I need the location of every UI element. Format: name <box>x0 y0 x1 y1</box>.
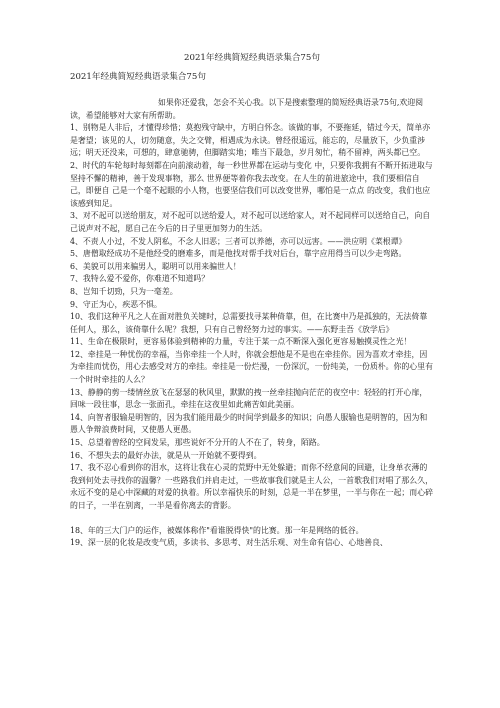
list-item: 14、向智者服输是明智的，因为我们能用最少的时间学到最多的知识；向愚人服输也是明智的，因为和愚人争辩浪费时间，又使愚人更愚。 <box>70 412 428 435</box>
list-item: 17、我不忍心看到你的泪水，这将让我在心灵的荒野中无处躲避；而你不经意间的回避，让身单衣薄的我到何处去寻找你的温馨？一些路我们并肩走过，一些故事我们就是主人公，一首歌我们对唱了那么久，永远不变的是心中深藏的对爱的执着。所以幸福快乐的时刻，总是一半在梦里，一半与你在一起；而心碎的日子，一半在别离，一半是看你离去的背影。 <box>70 463 433 510</box>
list-item: 12、牵挂是一种忧伤的幸福，当你牵挂一个人时，你就会想他是不是也在牵挂你。因为喜欢才牵挂，因为牵挂而忧伤，用心去感受对方的牵挂。牵挂是一份烂漫，一份深沉，一份纯美，一份质朴。你的心里有一个时时牵挂的人么？ <box>70 349 433 385</box>
list-item: 9、守正为心，疾恶不惧。 <box>70 299 162 309</box>
list-item: 10、我们这种平凡之人在面对胜负关键时，总需要找寻某种倚靠，但，在比赛中乃是孤独的，无法倚靠任何人，那么，该倚靠什么呢？我想，只有自己曾经努力过的事实。——东野圭吾《放学后》 <box>70 312 428 334</box>
list-item: 16、不想失去的最好办法，就是从一开始就不要得到。 <box>70 450 262 460</box>
list-item: 15、总望着曾经的空间发呆，那些说好不分开的人不在了，转身，陌路。 <box>70 438 325 448</box>
list-item: 13、静静的剪一缕情丝放飞在瑟瑟的秋风里，默默的拽一丝牵挂抛向茫茫的夜空中：轻轻的打开心扉，回味一段往事，思念一张面孔，牵挂在这夜里如此痛苦如此美丽。 <box>70 387 428 410</box>
list-item: 1、别物是人非后，才懂得珍惜；莫抱残守缺中，方明白怀念。该做的事，不要拖延，错过今天，简单亦是奢望；该见的人，切勿随意，失之交臂，相遇成为永诀。曾经很遥远，能忘的，尽量放下，少负重涉远；明天还没来，可想的，肆意驰骋，但脚踏实地；唯当下最急，岁月匆忙，稍不留神，两头都已空。 <box>70 123 431 158</box>
list-item: 6、美貌可以用来骗男人，聪明可以用来骗世人！ <box>70 261 241 271</box>
quote-list <box>70 122 434 550</box>
list-item: 4、不责人小过，不发人阴私，不念人旧恶；三者可以养德，亦可以远害。——洪应明《菜根谭》 <box>70 236 407 246</box>
list-item: 18、年的三大门户的运作，被媒体称作"看谁脱得快"的比赛。那一年是网络的低谷。 <box>70 525 364 535</box>
list-item: 19、深一层的化妆是改变气质，多读书、多思考、对生活乐观、对生命有信心、心地善良、 <box>70 538 388 548</box>
list-item: 3、对不起可以送给朋友，对不起可以送给爱人，对不起可以送给家人，对不起同样可以送给自己，向自己说声对不起，愿自己在今后的日子里更加努力的生活。 <box>70 211 431 233</box>
list-item: 11、生命在极限时，更容易体验到精神的力量，专注于某一点不断深入强化更容易触摸灵性之光！ <box>70 337 412 347</box>
document-subtitle: 2021年经典简短经典语录集合75句 <box>70 72 206 82</box>
list-item: 8、岂知千切勁，只为一毫差。 <box>70 286 178 296</box>
list-item: 5、唐僧取经成功不是他经受的磨难多，而是他找对帮手找对后台，靠字应用得当可以少走弯路。 <box>70 249 407 259</box>
list-item: 2、时代的车轮每时每刻都在向前滚动着，每一秒世界都在运动与变化 中，只要你我拥有不断开拓进取与坚持不懈的精神，善于发现事物，那么 世界便等着你我去改变。在人生的前进旅途中，我们要相信自己，即便自 己是一个毫不起眼的小人物，也要坚信我们可以改变世界，哪怕是一点点 的改变，我们也应该感到知足。 <box>70 160 433 208</box>
document-title: 2021年经典简短经典语录集合75句 <box>184 53 320 63</box>
intro-paragraph: 如果你还爱我，怎会不关心我。以下是搜索整理的简短经典语录75句,欢迎阅读，希望能够对大家有所帮助。 <box>70 98 424 120</box>
list-item: 7、我特么爱不爱你，你难道不知道吗？ <box>70 274 210 284</box>
